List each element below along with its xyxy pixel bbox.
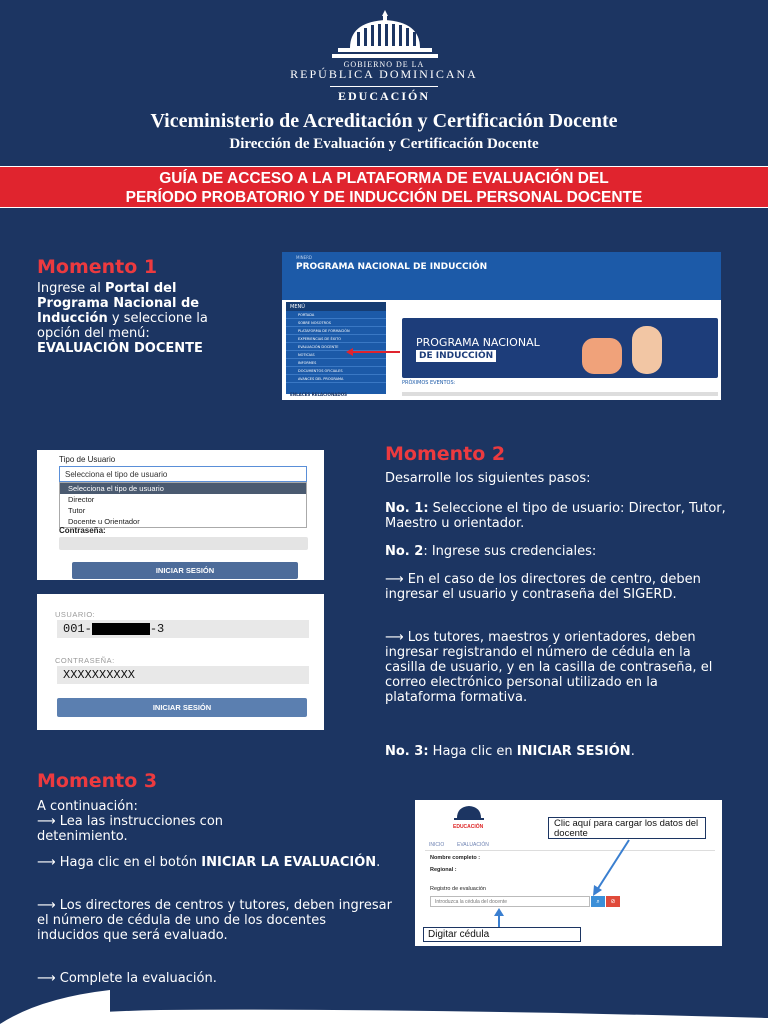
- dropdown-option-docente[interactable]: Docente u Orientador: [68, 517, 140, 526]
- menu-item-plataforma[interactable]: PLATAFORMA DE FORMACIÓN: [286, 327, 386, 335]
- l3-bold: INICIAR LA EVALUACIÓN: [201, 855, 377, 870]
- momento-2-intro: Desarrolle los siguientes pasos:: [385, 471, 591, 486]
- portal-minerd: MINERD: [296, 255, 313, 260]
- usuario-prefix: 001-: [63, 622, 92, 636]
- portal-enlaces: ENLACES RELACIONADOS: [290, 392, 347, 397]
- government-seal-logo: [330, 8, 440, 60]
- momento-2-step-3: [385, 744, 737, 759]
- viceministerio-title: Viceministerio de Acreditación y Certificación Docente: [150, 110, 618, 132]
- momento-3-l3: [37, 855, 382, 870]
- step3-bold: INICIAR SESIÓN: [516, 744, 631, 759]
- mini-seal-icon: [451, 804, 487, 822]
- eval-educacion: EDUCACIÓN: [453, 824, 484, 830]
- menu-item-sobre-nosotros[interactable]: SOBRE NOSOTROS: [286, 319, 386, 327]
- direccion-subtitle: Dirección de Evaluación y Certificación Docente: [229, 136, 539, 152]
- cedula-input[interactable]: Introduzca la cédula del docente: [430, 896, 590, 907]
- portal-banner-line-2: DE INDUCCIÓN: [416, 350, 496, 362]
- m1-b2: EVALUACIÓN DOCENTE: [37, 341, 203, 356]
- portal-banner: [402, 318, 718, 378]
- momento-2-p2: ⟶ Los tutores, maestros y orientadores, deben ingresar registrando el número de cédula en la casilla de usuario, y en la casilla de contraseña, el correo electrónico personal utilizado en la plataforma formativa.: [385, 630, 713, 705]
- menu-item-documentos[interactable]: DOCUMENTOS OFICIALES: [286, 367, 386, 375]
- guide-banner: [0, 166, 768, 208]
- tab-inicio[interactable]: INICIO: [429, 842, 445, 848]
- callout-digitar: Digitar cédula: [423, 927, 581, 942]
- momento-1-title: Momento 1: [37, 256, 158, 278]
- step2-label: No. 2: [385, 544, 424, 559]
- menu-item-experiencias[interactable]: EXPERIENCIAS DE ÉXITO: [286, 335, 386, 343]
- portal-screenshot: [282, 252, 721, 400]
- contrasena-label: CONTRASEÑA:: [55, 656, 115, 665]
- password-label: Contraseña:: [59, 526, 106, 535]
- portal-menu-header: MENÚ: [286, 302, 386, 311]
- portal-scrollbar: [402, 392, 718, 396]
- momento-1-text: [37, 281, 242, 356]
- usuario-suffix: -3: [149, 622, 165, 636]
- momento-3-title: Momento 3: [37, 770, 158, 792]
- menu-item-evaluacion-docente[interactable]: EVALUACIÓN DOCENTE: [286, 343, 386, 351]
- m1-b1: Portal del Programa Nacional de Inducción: [37, 281, 200, 326]
- menu-item-noticias[interactable]: NOTICIAS: [286, 351, 386, 359]
- red-arrow-head: [346, 348, 353, 356]
- banner-line-1: GUÍA DE ACCESO A LA PLATAFORMA DE EVALUACIÓN DEL: [159, 170, 609, 187]
- portal-title: PROGRAMA NACIONAL DE INDUCCIÓN: [296, 262, 488, 272]
- bottom-wave: [0, 990, 768, 1024]
- redaction-bar: [92, 623, 150, 635]
- portal-sidebar: [286, 302, 386, 394]
- l3-end: .: [376, 855, 381, 870]
- tipo-usuario-dropdown: [59, 482, 307, 528]
- portal-banner-line-1: PROGRAMA NACIONAL: [416, 336, 540, 349]
- login-card-1: [37, 450, 324, 580]
- login-card-2: [37, 594, 324, 730]
- clear-button[interactable]: ⊘: [606, 896, 620, 907]
- evaluation-screenshot: [415, 800, 722, 946]
- dropdown-option-tutor[interactable]: Tutor: [68, 506, 86, 515]
- menu-item-portada[interactable]: PORTADA: [286, 311, 386, 319]
- iniciar-sesion-button-2[interactable]: INICIAR SESIÓN: [57, 698, 307, 717]
- eval-divider: [425, 850, 715, 851]
- gobierno-label: GOBIERNO DE LA: [343, 60, 425, 69]
- step3-label: No. 3:: [385, 744, 429, 759]
- usuario-field[interactable]: [57, 620, 309, 638]
- nombre-label: Nombre completo :: [430, 855, 481, 861]
- tipo-usuario-label: Tipo de Usuario: [59, 455, 116, 464]
- callout-arrow-icon: [585, 838, 635, 898]
- portal-proximos: PRÓXIMOS EVENTOS:: [402, 380, 456, 386]
- momento-2-title: Momento 2: [385, 443, 506, 465]
- step2-text: : Ingrese sus credenciales:: [423, 544, 597, 559]
- educacion-label: EDUCACIÓN: [337, 89, 430, 103]
- step1-text: Seleccione el tipo de usuario: Director, Tutor, Maestro u orientador.: [385, 501, 726, 531]
- registro-label: Registro de evaluación: [430, 886, 486, 892]
- momento-3-l1: A continuación:: [37, 799, 138, 814]
- contrasena-field[interactable]: XXXXXXXXXX: [57, 666, 309, 684]
- momento-2-step-1: [385, 501, 737, 531]
- tab-evaluacion[interactable]: EVALUACIÓN: [457, 842, 489, 848]
- teacher-figure: [582, 338, 622, 374]
- step1-label: No. 1:: [385, 501, 429, 516]
- regional-label: Regional :: [430, 867, 457, 873]
- red-arrow-indicator: [350, 351, 400, 353]
- step3-text: Haga clic en: [428, 744, 517, 759]
- momento-3-l2: ⟶ Lea las instrucciones con detenimiento.: [37, 814, 224, 844]
- portal-header: [282, 252, 721, 300]
- menu-item-avances[interactable]: AVANCES DEL PROGRAMA: [286, 375, 386, 383]
- iniciar-sesion-button[interactable]: INICIAR SESIÓN: [72, 562, 298, 579]
- tipo-usuario-select[interactable]: Selecciona el tipo de usuario: [59, 466, 307, 482]
- callout-cargar: Clic aquí para cargar los datos del docente: [548, 817, 706, 839]
- doctor-figure: [632, 326, 662, 374]
- usuario-label: USUARIO:: [55, 610, 96, 619]
- momento-2-p1: ⟶ En el caso de los directores de centro, deben ingresar el usuario y contraseña del SIGERD.: [385, 572, 701, 602]
- republica-label: REPÚBLICA DOMINICANA: [290, 67, 478, 81]
- dropdown-option[interactable]: Selecciona el tipo de usuario: [60, 483, 306, 494]
- step3-end: .: [630, 744, 635, 759]
- momento-2-step-2: [385, 544, 737, 559]
- search-button[interactable]: ⌕: [591, 896, 605, 907]
- menu-item-informes[interactable]: INFORMES: [286, 359, 386, 367]
- m1-t1: Ingrese al: [37, 281, 105, 296]
- password-field[interactable]: [59, 537, 308, 550]
- momento-3-l4: ⟶ Los directores de centros y tutores, deben ingresar el número de cédula de uno de los docentes inducidos que será evaluado.: [37, 898, 392, 943]
- momento-3-l5: ⟶ Complete la evaluación.: [37, 971, 217, 986]
- banner-line-2: PERÍODO PROBATORIO Y DE INDUCCIÓN DEL PERSONAL DOCENTE: [125, 189, 643, 206]
- divider: [330, 86, 438, 87]
- l3-text: ⟶ Haga clic en el botón: [37, 855, 202, 870]
- dropdown-option-director[interactable]: Director: [68, 495, 95, 504]
- m1-t2: y seleccione la opción del menú:: [37, 311, 208, 341]
